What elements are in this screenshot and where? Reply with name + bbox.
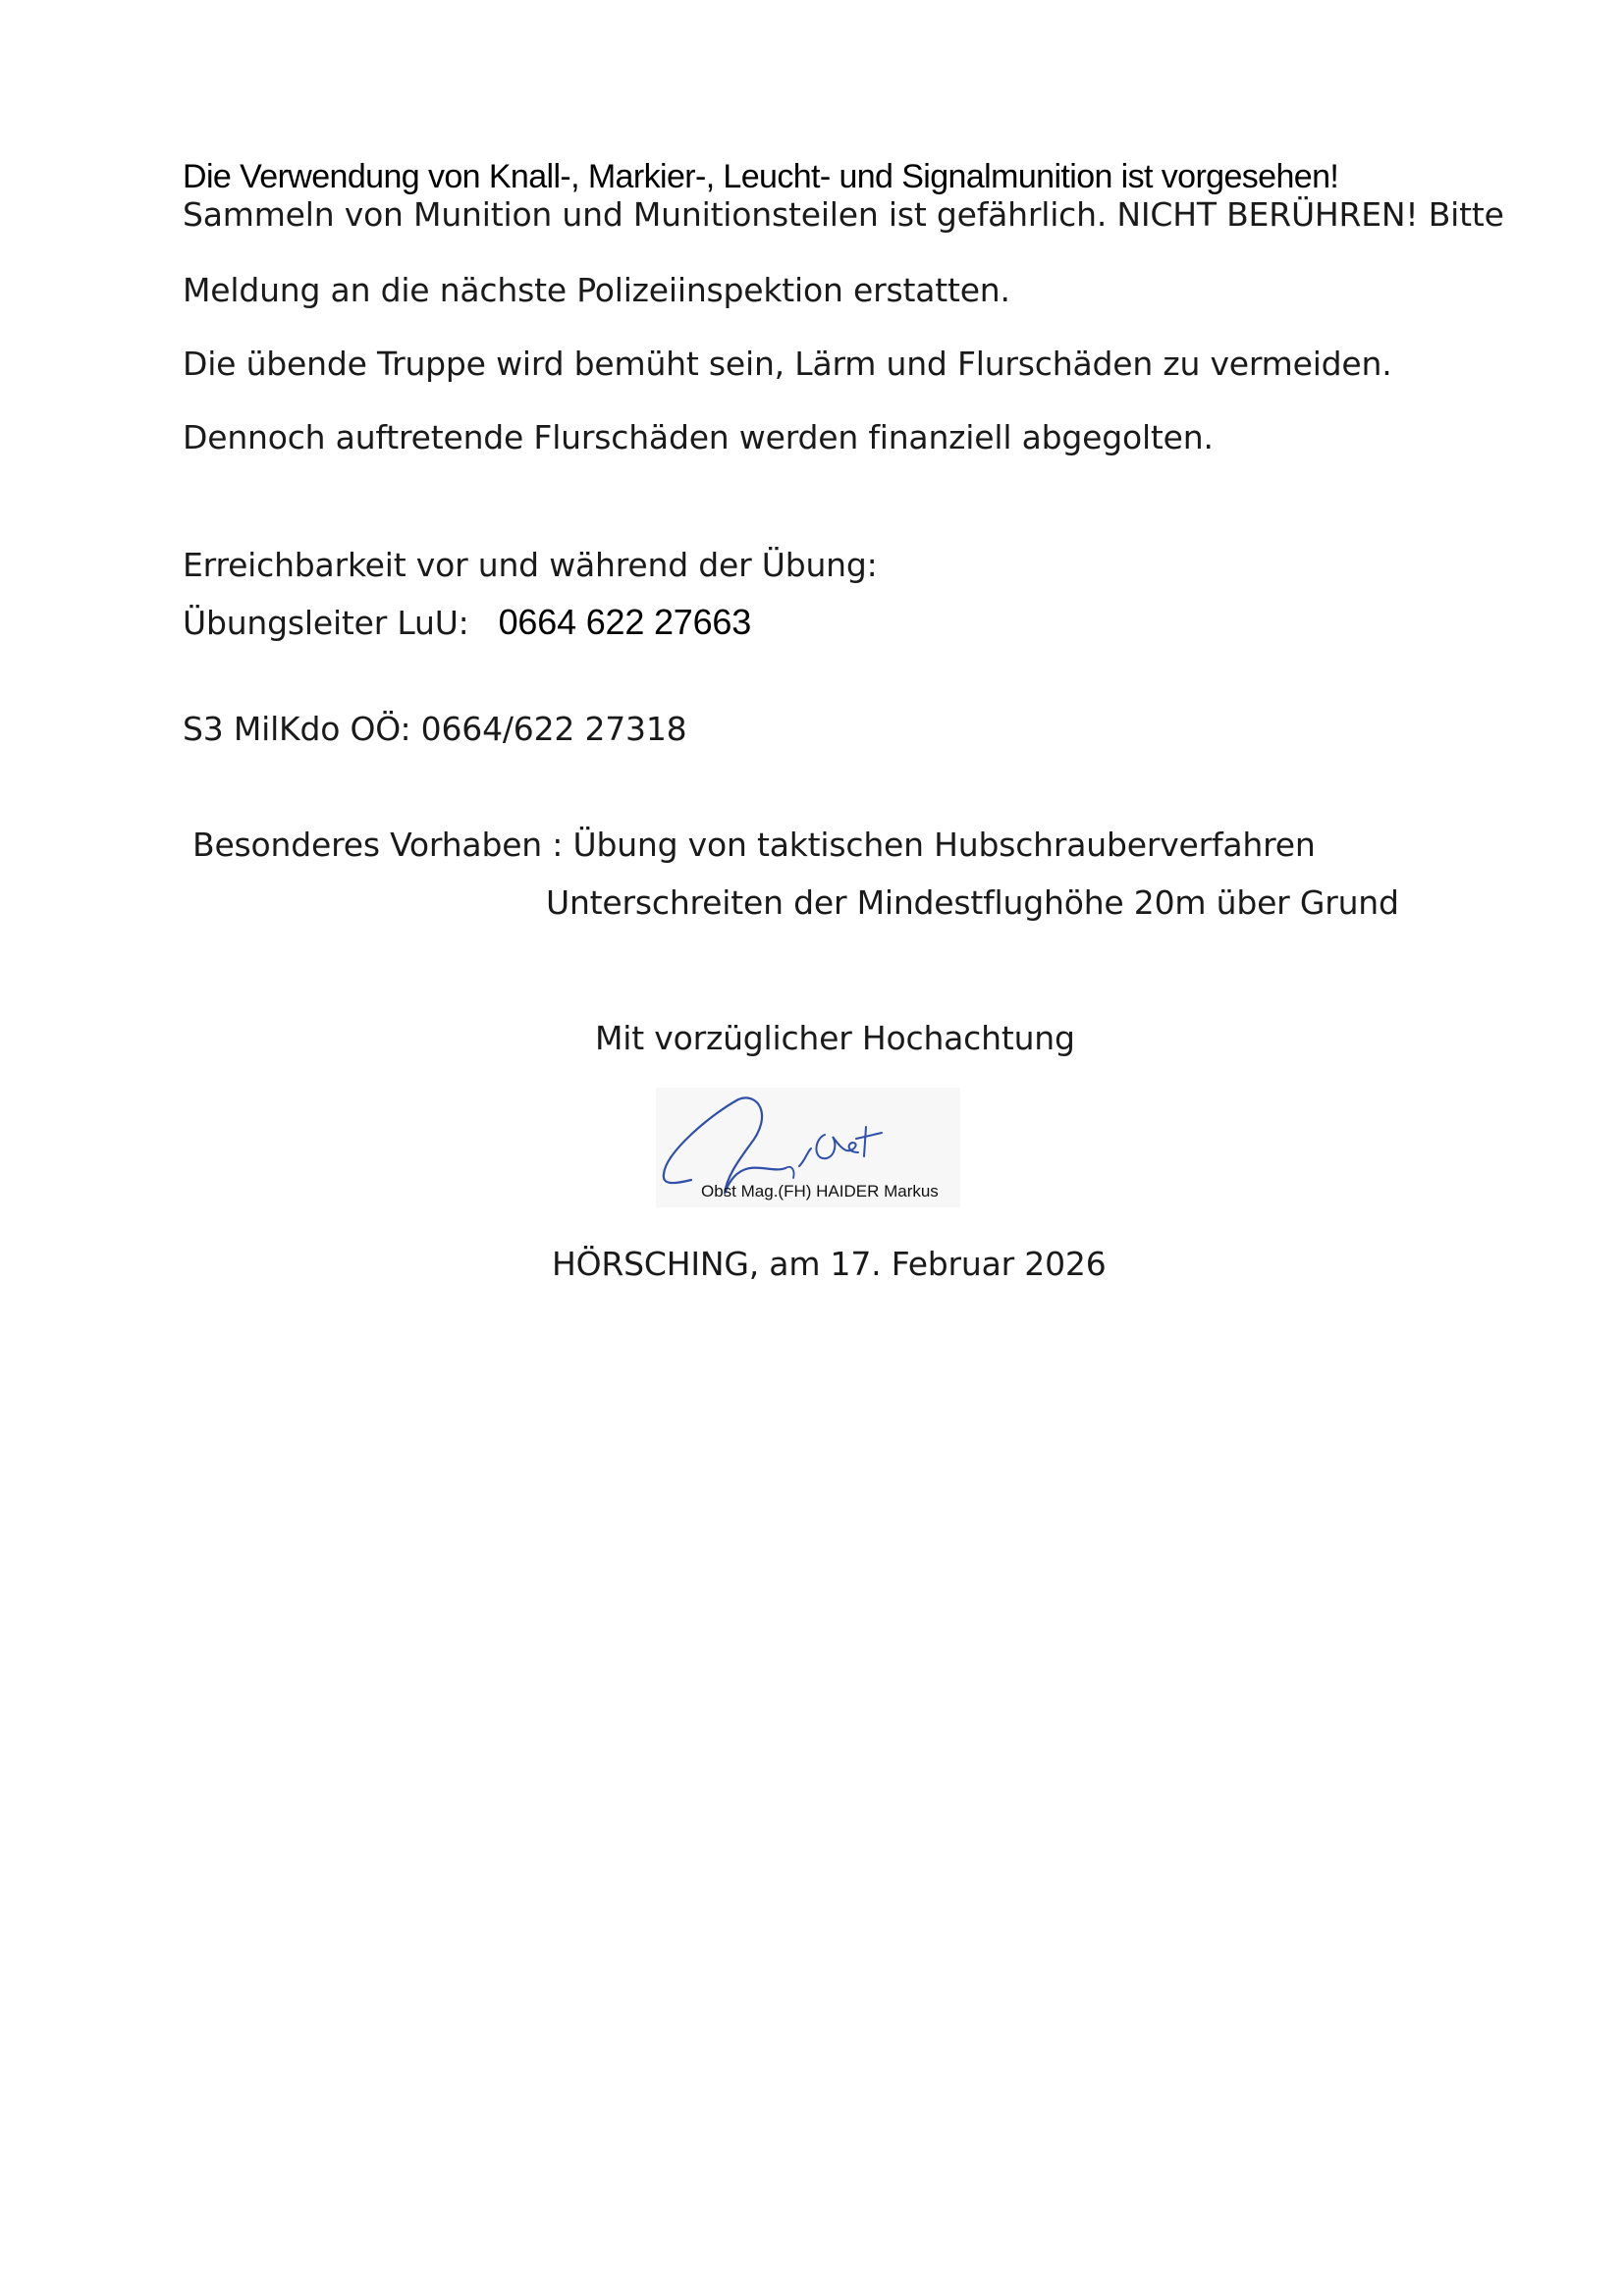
special-project-detail: Unterschreiten der Mindestflughöhe 20m über Grund: [546, 883, 1399, 922]
paragraph-1-line-1: Sammeln von Munition und Munitionsteilen ist gefährlich. NICHT BERÜHREN! Bitte: [183, 195, 1504, 234]
signature-block: [656, 1088, 960, 1207]
paragraph-3: Dennoch auftretende Flurschäden werden finanziell abgegolten.: [183, 418, 1214, 456]
exercise-leader-row: [183, 603, 751, 643]
paragraph-2: Die übende Truppe wird bemüht sein, Lärm und Flurschäden zu vermeiden.: [183, 345, 1392, 383]
closing-line: Mit vorzüglicher Hochachtung: [595, 1019, 1075, 1057]
signature-name: Obst Mag.(FH) HAIDER Markus: [701, 1182, 939, 1201]
s3-contact: S3 MilKdo OÖ: 0664/622 27318: [183, 710, 687, 748]
contact-heading: Erreichbarkeit vor und während der Übung:: [183, 546, 878, 584]
exercise-leader-phone: 0664 622 27663: [498, 602, 752, 642]
warning-heading: Die Verwendung von Knall-, Markier-, Leucht- und Signalmunition ist vorgesehen!: [183, 158, 1339, 195]
place-date: HÖRSCHING, am 17. Februar 2026: [552, 1245, 1107, 1283]
special-project-label: Besonderes Vorhaben : Übung von taktischen Hubschrauberverfahren: [192, 826, 1316, 864]
paragraph-1-line-2: Meldung an die nächste Polizeiinspektion erstatten.: [183, 271, 1010, 309]
exercise-leader-label: Übungsleiter LuU:: [183, 604, 469, 642]
